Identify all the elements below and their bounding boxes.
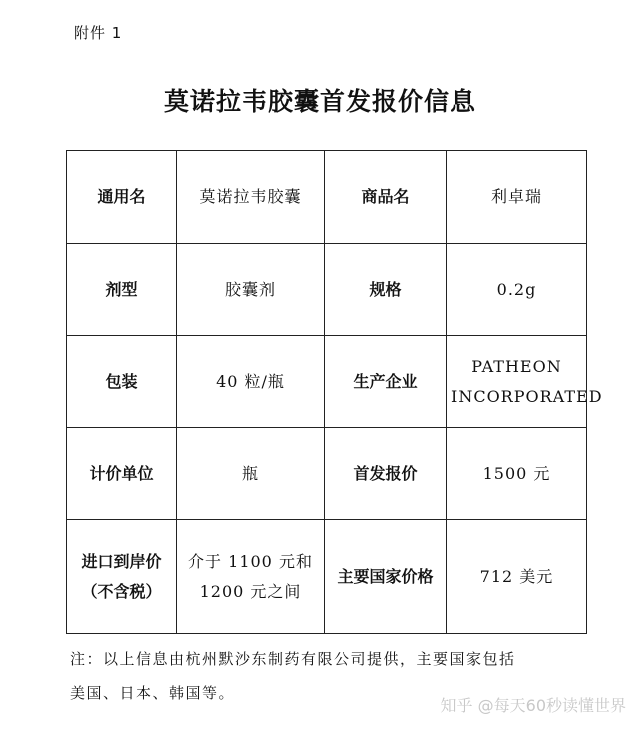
label-launch-price: 首发报价 (325, 428, 447, 520)
import-price-line-2: 1200 元之间 (199, 581, 302, 601)
manufacturer-line-2: INCORPORATED (451, 386, 603, 406)
footnote-line-1: 注：以上信息由杭州默沙东制药有限公司提供，主要国家包括 (70, 650, 516, 668)
label-pricing-unit: 计价单位 (67, 428, 177, 520)
table-row (67, 244, 587, 336)
footnote-line-2: 美国、日本、韩国等。 (70, 684, 236, 702)
import-price-line-1: 介于 1100 元和 (188, 551, 313, 571)
value-launch-price: 1500 元 (447, 428, 587, 520)
label-packaging: 包装 (67, 336, 177, 428)
table-row (67, 520, 587, 634)
import-price-label-line-2: （不含税） (81, 581, 162, 601)
import-price-label-line-1: 进口到岸价 (81, 551, 162, 571)
table-row (67, 428, 587, 520)
label-specification: 规格 (325, 244, 447, 336)
attachment-label: 附件 1 (74, 24, 123, 42)
table-row (67, 336, 587, 428)
value-generic-name: 莫诺拉韦胶囊 (177, 151, 325, 244)
value-packaging: 40 粒/瓶 (177, 336, 325, 428)
label-dosage-form: 剂型 (67, 244, 177, 336)
label-import-price (67, 520, 177, 634)
manufacturer-line-1: PATHEON (471, 356, 562, 376)
value-pricing-unit: 瓶 (177, 428, 325, 520)
value-major-country-price: 712 美元 (447, 520, 587, 634)
label-generic-name: 通用名 (67, 151, 177, 244)
label-manufacturer: 生产企业 (325, 336, 447, 428)
watermark: 知乎 @每天60秒读懂世界 (440, 696, 626, 715)
page-title: 莫诺拉韦胶囊首发报价信息 (163, 87, 476, 116)
label-brand-name: 商品名 (325, 151, 447, 244)
value-specification: 0.2g (447, 244, 587, 336)
value-brand-name: 利卓瑞 (447, 151, 587, 244)
price-info-table (66, 150, 603, 634)
table-row (67, 151, 587, 244)
value-import-price (177, 520, 325, 634)
value-dosage-form: 胶囊剂 (177, 244, 325, 336)
value-manufacturer (447, 336, 603, 428)
label-major-country-price: 主要国家价格 (325, 520, 447, 634)
